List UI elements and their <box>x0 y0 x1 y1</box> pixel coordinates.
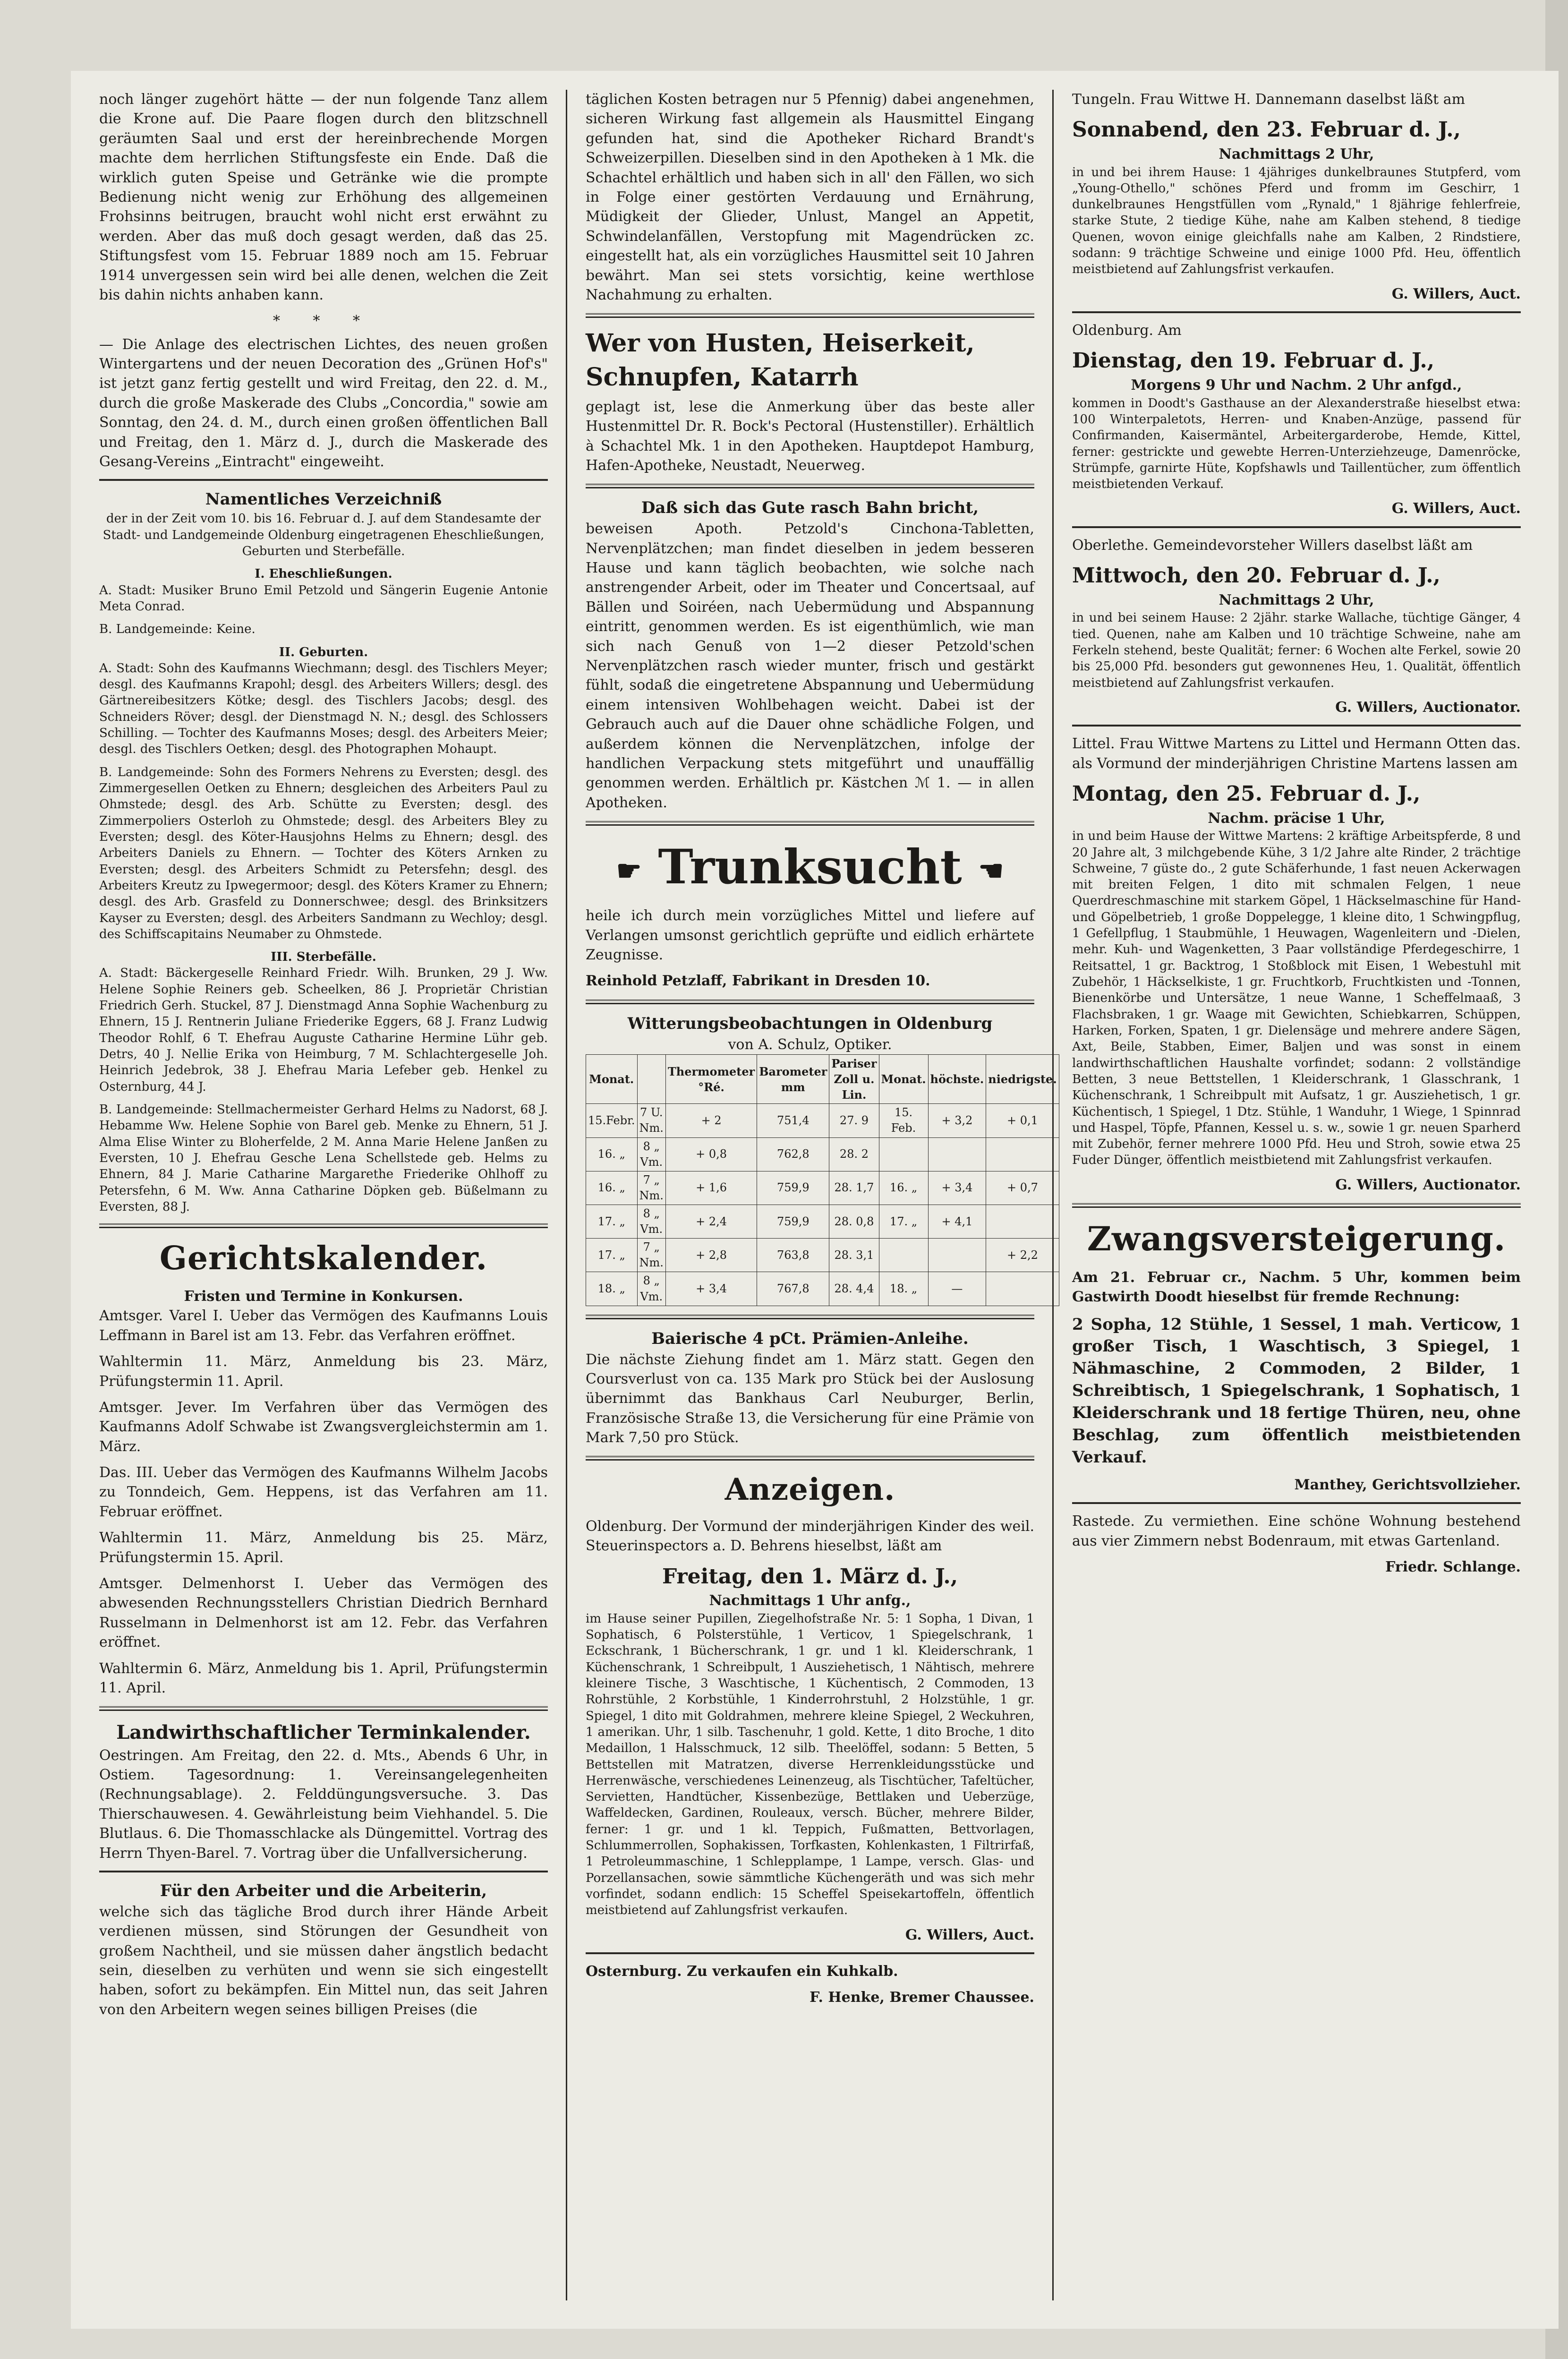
auction-signature: G. Willers, Auctionator. <box>1335 699 1521 716</box>
trunksucht-banner <box>586 834 1034 899</box>
auction-intro: Oldenburg. Der Vormund der minderjährigen Kinder des weil. Steuerinspectors a. D. Behrens hieselbst, läßt am <box>586 1518 1034 1555</box>
court-entry: Wahltermin 6. März, Anmeldung bis 1. April, Prüfungstermin 11. April. <box>99 1660 548 1696</box>
osternburg-ad: Osternburg. Zu verkaufen ein Kuhkalb. <box>586 1963 898 1980</box>
registry-section-births: II. Geburten. <box>279 645 368 659</box>
forced-auction-intro: Am 21. Februar cr., Nachm. 5 Uhr, kommen beim Gastwirth Doodt hieselbst für fremde Rechnung: <box>1072 1269 1521 1306</box>
weather-cell: 8 „ Vm. <box>637 1205 665 1238</box>
weather-cell: 767,8 <box>757 1272 829 1306</box>
court-entry: Amtsger. Jever. Im Verfahren über das Vermögen des Kaufmanns Adolf Schwabe ist Zwangsvergleichstermin am 1. März. <box>99 1399 548 1455</box>
ads-title: Anzeigen. <box>724 1472 895 1508</box>
auction-text: in und bei ihrem Hause: 1 4jähriges dunkelbraunes Stutpferd, vom „Young-Othello," schönes Pferd und fromm im Geschirr, 1 dunkelbraunes Hengstfüllen vom „Rynald," 1 8jährige fehlerfreie, starke Stute, 2 tiedige Kühe, nahe am Kalben stehend, 8 tiedige Quenen, wovon einige gleichfalls nahe am Kalben, 2 Rindstiere, sodann: 9 trächtige Schweine und einige 1000 Pfd. Heu, öffentlich meistbietend auf Zahlungsfrist verkaufen. <box>1072 165 1521 277</box>
weather-cell: 17. „ <box>879 1205 928 1238</box>
cough-ad-title: Wer von Husten, Heiserkeit, Schnupfen, Katarrh <box>586 329 975 392</box>
court-entry: Amtsger. Delmenhorst I. Ueber das Vermögen des abwesenden Rechnungsstellers Christian Diedrich Bernhard Russelmann in Delmenhorst ist am 12. Febr. das Verfahren eröffnet. <box>99 1575 548 1651</box>
article-electric-light: — Die Anlage des electrischen Lichtes, des neuen großen Wintergartens und der neuen Decoration des „Grünen Hof's" ist jetzt ganz fertig gestellt und wird Freitag, den 22. d. M., durch die große Maskerade des Clubs „Concordia," sowie am Sonntag, den 24. d. M., durch einen großen öffentlichen Ball und Freitag, den 1. März d. J., durch die Maskerade des Gesang-Vereins „Eintracht" eingeweiht. <box>99 336 548 470</box>
divider <box>1072 1502 1521 1504</box>
weather-cell: + 2,4 <box>665 1205 757 1238</box>
weather-cell: + 4,1 <box>928 1205 986 1238</box>
weather-cell: + 0,7 <box>986 1171 1059 1205</box>
weather-header: Monat. <box>586 1054 638 1103</box>
registry-section-deaths: III. Sterbefälle. <box>271 950 376 965</box>
divider <box>99 479 548 481</box>
column-1 <box>99 71 548 2026</box>
auction-text: im Hause seiner Pupillen, Ziegelhofstraße Nr. 5: 1 Sopha, 1 Divan, 1 Sophatisch, 6 Polsterstühle, 1 Verticov, 1 Spiegelschrank, 1 Eckschrank, 1 Bücherschrank, 1 gr. und 1 kl. Kleiderschrank, 1 Küchenschrank, 1 Schreibpult, 1 Ausziehetisch, 1 Nähtisch, mehrere kleinere Tische, 3 Waschtische, 1 Küchentisch, 2 Commoden, 13 Rohrstühle, 2 Korbstühle, 1 Kinderrohrstuhl, 2 Holzstühle, 1 gr. Spiegel, 1 dito mit Goldrahmen, mehrere kleine Spiegel, 2 Weckuhren, 1 amerikan. Uhr, 1 silb. Taschenuhr, 1 gold. Kette, 1 dito Broche, 1 dito Medaillon, 1 Halsschmuck, 12 silb. Theelöffel, sodann: 5 Betten, 5 Bettstellen mit Matratzen, diverse Herrenkleidungsstücke und Herrenwäsche, verschiedenes Leinenzeug, als Tischtücher, Tafeltücher, Servietten, Handtücher, Kissenbezüge, Bettlaken und Ueberzüge, Waffeldecken, Gardinen, Rouleaux, versch. Bücher, mehrere Bilder, ferner: 1 gr. und 1 kl. Teppich, Fußmatten, Bettvorlagen, Schlummerrollen, Sophakissen, Torfkasten, Kohlenkasten, 1 Filtrirfaß, 1 Petroleummaschine, 1 Schlepplampe, 1 Lampe, versch. Glas- und Porzellansachen, sowie sämmtliche Küchengeräth und was sich mehr vorfindet, sodann endlich: 15 Scheffel Speisekartoffeln, öffentlich meistbietend auf Zahlungsfrist verkaufen. <box>586 1611 1034 1918</box>
weather-cell: 7 „ Nm. <box>637 1239 665 1272</box>
registry-section-marriages: I. Eheschließungen. <box>255 567 392 581</box>
weather-cell: 16. „ <box>586 1171 638 1205</box>
weather-body <box>586 1104 1059 1306</box>
auction-signature: G. Willers, Auct. <box>1391 500 1521 517</box>
cough-ad-text: geplagt ist, lese die Anmerkung über das beste aller Hustenmittel Dr. R. Bock's Pectoral (Hustenstiller). Erhältlich à Schachtel Mk. 1 in den Apotheken. Hauptdepot Hamburg, Hafen-Apotheke, Neustadt, Neuerweg. <box>586 398 1034 474</box>
agri-calendar-title: Landwirthschaftlicher Terminkalender. <box>116 1721 531 1744</box>
weather-cell: 763,8 <box>757 1239 829 1272</box>
registry-title: Namentliches Verzeichniß <box>205 490 442 509</box>
weather-cell: + 3,4 <box>665 1272 757 1306</box>
divider <box>99 1223 548 1228</box>
forced-auction-text: 2 Sopha, 12 Stühle, 1 Sessel, 1 mah. Verticow, 1 großer Tisch, 1 Waschtisch, 3 Spiegel, 1 Nähmaschine, 2 Commoden, 2 Bilder, 1 Schreibtisch, 1 Spiegelschrank, 1 Sophatisch, 1 Kleiderschrank und 18 fertige Thüren, neu, ohne Beschlag, zum öffentlich meistbietenden Verkauf. <box>1072 1315 1521 1467</box>
weather-cell: + 2 <box>665 1104 757 1137</box>
divider <box>586 1315 1034 1319</box>
weather-cell: 28. 4,4 <box>829 1272 879 1306</box>
auction-signature: G. Willers, Auct. <box>1391 285 1521 302</box>
auction-date: Montag, den 25. Februar d. J., <box>1072 782 1421 806</box>
section-stars: * * * <box>273 313 375 330</box>
trunksucht-signature: Reinhold Petzlaff, Fabrikant in Dresden 10. <box>586 973 930 990</box>
weather-cell: 15.Febr. <box>586 1104 638 1137</box>
column-2 <box>586 71 1057 2014</box>
nerve-ad-title: Daß sich das Gute rasch Bahn bricht, <box>641 498 979 518</box>
weather-header: Barometer mm <box>757 1054 829 1103</box>
auction-time: Nachmittags 2 Uhr, <box>1219 591 1374 608</box>
article-continued: noch länger zugehört hätte — der nun folgende Tanz allem die Krone auf. Die Paare flogen durch den blitzschnell geräumten Saal und erst der hereinbrechende Morgen machte dem herrlichen Stiftungsfeste ein Ende. Daß die wirklich guten Speise und Getränke wie die prompte Bedienung nicht wenig zur Erhöhung des allgemeinen Frohsinns beitrugen, braucht wohl nicht erst erwähnt zu werden. Aber das muß doch gesagt werden, daß das 25. Stiftungsfest vom 15. Februar 1889 noch am 15. Februar 1914 unvergessen sein wird bei alle denen, welchen die Zeit bis dahin nichts anhaben kann. <box>99 91 548 303</box>
pills-ad-text: täglichen Kosten betragen nur 5 Pfennig) dabei angenehmen, sicheren Wirkung fast allgemein als Hausmittel Eingang gefunden hat, sind die Apotheker Richard Brandt's Schweizerpillen. Dieselben sind in den Apotheken à 1 Mk. die Schachtel erhältlich und haben sich in all' den Fällen, wo sich in Folge einer gestörten Verdauung und Ernährung, Müdigkeit der Glieder, Unlust, Mangel an Appetit, Schwindelanfällen, Verstopfung mit Magendrücken zc. eingestellt hat, als ein vorzügliches Hausmittel seit 10 Jahren bewährt. Man sei stets vorsichtig, keine werthlose Nachahmung zu erhalten. <box>586 91 1034 303</box>
court-calendar-subtitle: Fristen und Termine in Konkursen. <box>184 1288 463 1305</box>
auction-text: kommen in Doodt's Gasthause an der Alexanderstraße hieselbst etwa: 100 Winterpaletots, Herren- und Knaben-Anzüge, passend für Confirmanden, Kaisermäntel, Arbeitergarderobe, Hemde, Kittel, ferner: gestrickte und gewebte Herren-Unterziehzeuge, Damenröcke, Strümpfe, garnirte Hüte, Kopfshawls und Taillentücher, zum öffentlich meistbietenden Verkauf. <box>1072 396 1521 492</box>
weather-row <box>586 1137 1059 1171</box>
divider <box>1072 526 1521 528</box>
divider <box>99 1871 548 1872</box>
weather-cell: 28. 3,1 <box>829 1239 879 1272</box>
court-calendar-title: Gerichtskalender. <box>159 1239 488 1278</box>
weather-row <box>586 1104 1059 1137</box>
weather-header: Thermometer °Ré. <box>665 1054 757 1103</box>
worker-ad-text: welche sich das tägliche Brod durch ihrer Hände Arbeit verdienen müssen, sind Störungen der Gesundheit von großem Nachtheil, und sie müssen daher ängstlich bedacht sein, dieselben zu verhüten und wenn sie sich eingestellt haben, sofort zu bekämpfen. Ein Mittel nun, das seit Jahren von den Arbeitern wegen seines billigen Preises (die <box>99 1903 548 2018</box>
weather-cell: 17. „ <box>586 1239 638 1272</box>
forced-auction-title: Zwangsversteigerung. <box>1087 1219 1506 1259</box>
bond-ad-text: Die nächste Ziehung findet am 1. März statt. Gegen den Coursverlust von ca. 135 Mark pro Stück bei der Auslosung übernimmt das Bankhaus Carl Neuburger, Berlin, Französische Straße 13, die Versicherung für eine Prämie von Mark 7,50 pro Stück. <box>586 1351 1034 1446</box>
divider <box>1072 311 1521 313</box>
weather-row <box>586 1171 1059 1205</box>
worker-ad-title: Für den Arbeiter und die Arbeiterin, <box>160 1881 487 1900</box>
weather-cell: 751,4 <box>757 1104 829 1137</box>
weather-cell: 27. 9 <box>829 1104 879 1137</box>
weather-cell <box>928 1137 986 1171</box>
divider <box>586 484 1034 488</box>
weather-cell <box>986 1137 1059 1171</box>
weather-table <box>586 1054 1059 1306</box>
auction-date: Sonnabend, den 23. Februar d. J., <box>1072 118 1461 142</box>
weather-cell: 17. „ <box>586 1205 638 1238</box>
weather-cell: + 2,2 <box>986 1239 1059 1272</box>
auction-time: Morgens 9 Uhr und Nachm. 2 Uhr anfgd., <box>1131 377 1462 394</box>
weather-subtitle: von A. Schulz, Optiker. <box>728 1036 892 1053</box>
column-3 <box>1072 71 1521 1583</box>
auction-intro: Littel. Frau Wittwe Martens zu Littel und Hermann Otten das. als Vormund der minderjährigen Christine Martens lassen am <box>1072 735 1521 772</box>
weather-cell: 8 „ Vm. <box>637 1272 665 1306</box>
weather-cell <box>879 1239 928 1272</box>
weather-row <box>586 1272 1059 1306</box>
weather-row <box>586 1239 1059 1272</box>
auction-intro: Oberlethe. Gemeindevorsteher Willers daselbst läßt am <box>1072 537 1473 554</box>
column-divider <box>566 90 567 2300</box>
pointing-hand-left-icon: ☚ <box>978 854 1004 888</box>
registry-text: A. Stadt: Bäckergeselle Reinhard Friedr. Wilh. Brunken, 29 J. Ww. Helene Sophie Reiners geb. Scheelken, 86 J. Proprietär Christian Friedrich Gerh. Stuckel, 87 J. Dienstmagd Anna Sophie Wachenburg zu Ehnern, 15 J. Rentnerin Juliane Friederike Eggers, 68 J. Franz Ludwig Theodor Rohlf, 6 T. Ehefrau Auguste Catharine Hermine Lühr geb. Detrs, 40 J. Nellie Erika von Heimburg, 7 M. Schlachtergeselle Joh. Heinrich Jedebrok, 38 J. Ehefrau Maria Lefeber geb. Henkel zu Osternburg, 44 J. <box>99 966 548 1094</box>
divider <box>586 1000 1034 1004</box>
weather-cell: — <box>928 1272 986 1306</box>
weather-cell <box>879 1137 928 1171</box>
weather-cell: 28. 2 <box>829 1137 879 1171</box>
registry-text: B. Landgemeinde: Keine. <box>99 622 256 637</box>
registry-text: B. Landgemeinde: Sohn des Formers Nehrens zu Eversten; desgl. des Zimmergesellen Oetken zu Ehnern; desgleichen des Arbeiters Paul zu Ohmstede; desgl. des Arb. Schütte zu Eversten; desgl. des Zimmerpoliers Osterloh zu Ohmstede; desgl. des Arbeiters Bley zu Eversten; desgl. des Köter-Hausjohns Helms zu Ehnern; desgl. des Arbeiters Daniels zu Ehnern. — Tochter des Köters Arnken zu Eversten; desgl. des Arbeiters Schmidt zu Petersfehn; desgl. des Arbeiters Kreutz zu Ipwegermoor; desgl. des Köters Kramer zu Ehnern; desgl. des Arb. Grasfeld zu Donnerschwee; desgl. des Brinksitzers Kayser zu Eversten; desgl. des Arbeiters Sandmann zu Wechloy; desgl. des Schiffscapitains Neumaber zu Ohmstede. <box>99 765 548 941</box>
auction-time: Nachmittags 1 Uhr anfg., <box>709 1592 911 1609</box>
weather-cell: + 1,6 <box>665 1171 757 1205</box>
trunksucht-title: Trunksucht <box>658 839 962 895</box>
weather-cell: 7 U. Nm. <box>637 1104 665 1137</box>
court-entry: Wahltermin 11. März, Anmeldung bis 23. März, Prüfungstermin 11. April. <box>99 1353 548 1390</box>
auction-signature: G. Willers, Auctionator. <box>1335 1176 1521 1193</box>
weather-header: niedrigste. <box>986 1054 1059 1103</box>
divider <box>586 1456 1034 1461</box>
registry-text: A. Stadt: Musiker Bruno Emil Petzold und Sängerin Eugenie Antonie Meta Conrad. <box>99 583 548 614</box>
weather-cell: 16. „ <box>879 1171 928 1205</box>
nerve-ad-text: beweisen Apoth. Petzold's Cinchona-Tabletten, Nervenplätzchen; man findet dieselben in jedem besseren Hause und kann täglich beobachten, wie solche nach anstrengender Arbeit, oder im Theater und Concertsaal, auf Bällen und Soiréen, nach Uebermüdung und Abspannung eintritt, genommen werden. Es ist eigenthümlich, wie man sich nach Genuß von 1—2 dieser Petzold'schen Nervenplätzchen rasch wieder munter, frisch und gestärkt fühlt, sodaß die eingetretene Abspannung und Uebermüdung einem intensiven Wohlbehagen weicht. Dabei ist der Gebrauch auch auf die Dauer ohne schädliche Folgen, und außerdem können die Nervenplätzchen, infolge der handlichen Verpackung stets mitgeführt und unauffällig genommen werden. Erhältlich pr. Kästchen ℳ 1. — in allen Apotheken. <box>586 521 1034 811</box>
weather-cell: 15. Feb. <box>879 1104 928 1137</box>
divider <box>586 1952 1034 1954</box>
weather-cell: 759,9 <box>757 1205 829 1238</box>
registry-subtitle: der in der Zeit vom 10. bis 16. Februar d. J. auf dem Standesamte der Stadt- und Landgemeinde Oldenburg eingetragenen Eheschließungen, Geburten und Sterbefälle. <box>102 512 545 558</box>
weather-header: Monat. <box>879 1054 928 1103</box>
auction-text: in und bei seinem Hause: 2 2jähr. starke Wallache, tüchtige Gänger, 4 tied. Quenen, nahe am Kalben und 10 trächtige Schweine, nahe am Ferkeln stehend, beste Qualität; ferner: 6 Wochen alte Ferkel, sowie 20 bis 25,000 Pfd. besonders gut gewonnenes Heu, 1. Qualität, öffentlich meistbietend auf Zahlungsfrist verkaufen. <box>1072 611 1521 690</box>
bond-ad-title: Baierische 4 pCt. Prämien-Anleihe. <box>651 1329 969 1348</box>
weather-cell: 28. 1,7 <box>829 1171 879 1205</box>
auction-signature: G. Willers, Auct. <box>905 1926 1034 1943</box>
weather-header: Pariser Zoll u. Lin. <box>829 1054 879 1103</box>
weather-cell: 762,8 <box>757 1137 829 1171</box>
weather-cell <box>928 1239 986 1272</box>
divider <box>1072 725 1521 727</box>
weather-cell: 7 „ Nm. <box>637 1171 665 1205</box>
auction-text: in und beim Hause der Wittwe Martens: 2 kräftige Arbeitspferde, 8 und 20 Jahre alt, 3 milchgebende Kühe, 3 1/2 Jahre alte Rinder, 2 trächtige Schweine, 7 güste do., 2 gute Schäferhunde, 1 fast neuen Ackerwagen mit breiten Felgen, 1 dito mit schmalen Felgen, 1 neue Querdreschmaschine mit starkem Göpel, 1 Häckselmaschine für Hand- und Göpelbetrieb, 1 große Doppelegge, 1 kleine dito, 1 Schwingpflug, 1 Gefellpflug, 1 Staubmühle, 1 Heuwagen, Wagenleitern und -Dielen, mehr. Kuh- und Wagenketten, 3 Paar vollständige Pferdegeschirre, 1 Reitsattel, 1 gr. Backtrog, 1 Stoßblock mit Eisen, 1 Webestuhl mit Zubehör, 1 Häckselkiste, 1 gr. Fruchtkorb, Fruchtkisten und -Tonnen, Bienenkörbe und Untersätze, 1 neue Wanne, 1 Scheffelmaaß, 3 Flachsbraken, 1 gr. Waage mit Gewichten, Schiebkarren, Schüppen, Harken, Forken, Spaten, 1 gr. Dielensäge und mehrere andere Sägen, Axt, Beile, Stabben, Eimer, Baljen und was sonst in einem landwirthschaftlichen Haushalte vorfindet; sodann: 2 vollständige Betten, 3 neue Bettstellen, 1 Kleiderschrank, 1 Glasschrank, 1 Küchenschrank, 1 Schreibpult mit Aufsatz, 1 gr. Ausziehetisch, 1 gr. Küchentisch, 1 Spiegel, 1 Dtz. Stühle, 1 Wanduhr, 1 Wiege, 1 Spinnrad und Haspel, Töpfe, Pfannen, Kessel u. s. w., sowie 1 gr. neuen Sparherd mit Zubehör, ferner mehrere 1000 Pfd. Heu und Stroh, sowie etwa 25 Fuder Dünger, öffentlich meistbietend mit Zahlungsfrist verkaufen. <box>1072 829 1521 1168</box>
agri-entry: Oestringen. Am Freitag, den 22. d. Mts., Abends 6 Uhr, in Ostiem. Tagesordnung: 1. Vereinsangelegenheiten (Rechnungsablage). 2. Felddüngungsversuche. 3. Das Thierschauwesen. 4. Gewährleistung beim Viehhandel. 5. Die Blutlaus. 6. Die Thomasschlacke als Düngemittel. Vortrag des Herrn Thyen-Barel. 7. Vortrag über die Unfallversicherung. <box>99 1747 548 1862</box>
weather-cell: 759,9 <box>757 1171 829 1205</box>
weather-cell: 18. „ <box>879 1272 928 1306</box>
auction-date: Freitag, den 1. März d. J., <box>662 1564 958 1589</box>
trunksucht-text: heile ich durch mein vorzügliches Mittel und liefere auf Verlangen umsonst gerichtlich geprüfte und eidlich erhärtete Zeugnisse. <box>586 907 1034 963</box>
pointing-hand-right-icon: ☛ <box>616 854 642 888</box>
weather-cell: + 0,1 <box>986 1104 1059 1137</box>
weather-cell: 28. 0,8 <box>829 1205 879 1238</box>
weather-header-row <box>586 1054 1059 1103</box>
weather-cell: + 2,8 <box>665 1239 757 1272</box>
weather-cell: + 3,2 <box>928 1104 986 1137</box>
weather-cell: 8 „ Vm. <box>637 1137 665 1171</box>
weather-cell: 18. „ <box>586 1272 638 1306</box>
divider <box>1072 1203 1521 1208</box>
registry-text: A. Stadt: Sohn des Kaufmanns Wiechmann; desgl. des Tischlers Meyer; desgl. des Kaufmanns Krapohl; desgl. des Arbeiters Willers; desgl. des Gärtnereibesitzers Kötke; desgl. des Tischlers Jacobs; desgl. des Schneiders Röver; desgl. der Dienstmagd N. N.; desgl. des Schlossers Schilling. — Tochter des Kaufmanns Moses; desgl. des Arbeiters Meier; desgl. des Tischlers Oetken; desgl. des Photographen Mohaupt. <box>99 661 548 757</box>
rastede-signature: Friedr. Schlange. <box>1385 1559 1521 1576</box>
weather-cell: + 3,4 <box>928 1171 986 1205</box>
auction-intro: Tungeln. Frau Wittwe H. Dannemann daselbst läßt am <box>1072 91 1466 108</box>
osternburg-signature: F. Henke, Bremer Chaussee. <box>810 1989 1034 2006</box>
weather-title: Witterungsbeobachtungen in Oldenburg <box>627 1014 993 1033</box>
court-entry: Amtsger. Varel I. Ueber das Vermögen des Kaufmanns Louis Leffmann in Barel ist am 13. Febr. das Verfahren eröffnet. <box>99 1308 548 1344</box>
weather-cell: + 0,8 <box>665 1137 757 1171</box>
weather-cell <box>986 1272 1059 1306</box>
auction-time: Nachmittags 2 Uhr, <box>1219 146 1374 163</box>
court-entry: Wahltermin 11. März, Anmeldung bis 25. März, Prüfungstermin 15. April. <box>99 1530 548 1566</box>
rastede-ad: Rastede. Zu vermiethen. Eine schöne Wohnung bestehend aus vier Zimmern nebst Bodenraum, mit etwas Gartenland. <box>1072 1513 1521 1549</box>
weather-header <box>637 1054 665 1103</box>
auction-intro: Oldenburg. Am <box>1072 322 1182 339</box>
divider <box>586 313 1034 318</box>
divider <box>99 1706 548 1711</box>
auction-time: Nachm. präcise 1 Uhr, <box>1208 810 1385 827</box>
auction-date: Mittwoch, den 20. Februar d. J., <box>1072 564 1440 588</box>
weather-header: höchste. <box>928 1054 986 1103</box>
weather-cell: 16. „ <box>586 1137 638 1171</box>
weather-cell <box>986 1205 1059 1238</box>
divider <box>586 821 1034 826</box>
newspaper-page <box>71 71 1559 2329</box>
forced-auction-signature: Manthey, Gerichtsvollzieher. <box>1294 1476 1521 1493</box>
registry-text: B. Landgemeinde: Stellmachermeister Gerhard Helms zu Nadorst, 68 J. Hebamme Ww. Helene Sophie von Barel geb. Menke zu Ehnern, 51 J. Alma Elise Winter zu Bloherfelde, 2 M. Anna Marie Helene Janßen zu Eversten, 10 J. Ehefrau Gesche Lena Schellstede geb. Helms zu Ehnern, 84 J. Marie Catharine Margarethe Friederike Ohlhoff zu Petersfehn, 6 M. Ww. Anna Catharine Döpken geb. Büßelmann zu Eversten, 88 J. <box>99 1102 548 1214</box>
auction-date: Dienstag, den 19. Februar d. J., <box>1072 349 1435 373</box>
weather-row <box>586 1205 1059 1238</box>
court-entry: Das. III. Ueber das Vermögen des Kaufmanns Wilhelm Jacobs zu Tonndeich, Gem. Heppens, ist das Verfahren am 11. Februar eröffnet. <box>99 1464 548 1520</box>
